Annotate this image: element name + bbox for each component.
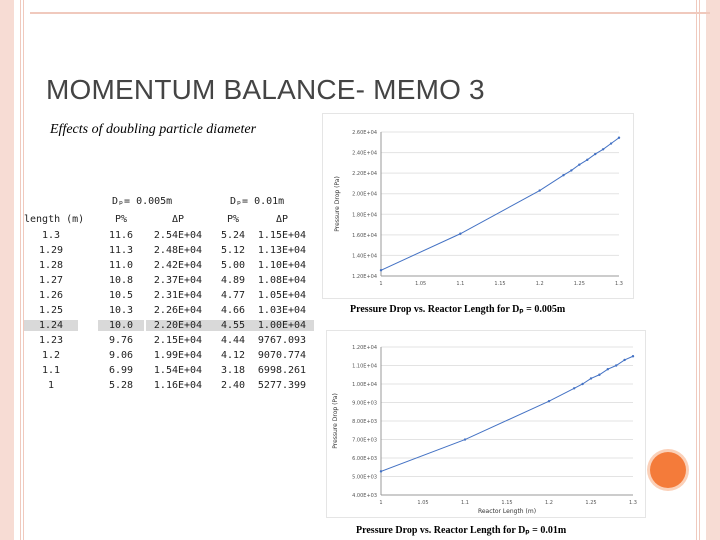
table-cell: 4.44 xyxy=(220,335,246,346)
table-cell: 6998.261 xyxy=(257,365,307,376)
data-point xyxy=(594,153,596,155)
table-cell: 2.26E+04 xyxy=(153,305,203,316)
column-header: ΔP xyxy=(171,214,185,225)
x-tick-label: 1.2 xyxy=(535,281,544,287)
table-cell: 9767.093 xyxy=(257,335,307,346)
data-point xyxy=(590,377,592,379)
table-cell: 1.27 xyxy=(38,275,64,286)
table-cell: 1.28 xyxy=(38,260,64,271)
table-row xyxy=(24,230,314,245)
table-cell: 2.40 xyxy=(220,380,246,391)
table-cell: 2.54E+04 xyxy=(153,230,203,241)
table-cell: 9.06 xyxy=(108,350,134,361)
table-row xyxy=(24,260,314,275)
table-cell: 1.03E+04 xyxy=(257,305,307,316)
chart-dp-005-svg xyxy=(323,114,633,298)
data-point xyxy=(598,374,600,376)
table-cell: 9.76 xyxy=(108,335,134,346)
data-point xyxy=(618,137,620,139)
y-tick-label: 1.20E+04 xyxy=(352,274,377,280)
data-point xyxy=(573,387,575,389)
y-tick-label: 1.10E+04 xyxy=(352,363,377,370)
decor-line xyxy=(696,0,697,540)
x-tick-label: 1.25 xyxy=(573,281,585,287)
group-header-dp-01: Dₚ= 0.01m xyxy=(230,196,285,207)
table-cell: 1.25 xyxy=(38,305,64,316)
x-tick-label: 1.05 xyxy=(415,281,427,287)
y-tick-label: 1.00E+04 xyxy=(352,382,377,388)
chart-dp-01-caption: Pressure Drop vs. Reactor Length for Dₚ = 0.01m xyxy=(356,525,567,536)
y-tick-label: 2.00E+04 xyxy=(352,191,377,198)
y-tick-label: 4.00E+03 xyxy=(352,493,377,499)
x-tick-label: 1 xyxy=(379,500,383,506)
data-point xyxy=(602,148,604,150)
x-tick-label: 1.05 xyxy=(417,500,429,506)
data-point xyxy=(570,169,572,171)
group-header-dp-005: Dₚ= 0.005m xyxy=(112,196,173,207)
table-cell: 5.28 xyxy=(108,380,134,391)
data-point xyxy=(538,189,540,191)
y-tick-label: 7.00E+03 xyxy=(352,437,377,444)
table-cell: 4.12 xyxy=(220,350,246,361)
table-cell: 1 xyxy=(47,380,55,391)
data-point xyxy=(459,233,461,235)
table-cell: 4.66 xyxy=(220,305,246,316)
decor-line xyxy=(699,0,700,540)
table-cell: 11.6 xyxy=(108,230,134,241)
table-cell: 1.3 xyxy=(41,230,61,241)
table-cell: 1.13E+04 xyxy=(257,245,307,256)
table-cell: 10.3 xyxy=(108,305,134,316)
y-tick-label: 2.60E+04 xyxy=(352,130,377,136)
column-header: ΔP xyxy=(275,214,289,225)
column-header: P% xyxy=(114,214,128,225)
chart-dp-01-svg xyxy=(327,331,645,517)
table-row xyxy=(24,290,314,305)
table-cell: 1.54E+04 xyxy=(153,365,203,376)
table-cell: 5.24 xyxy=(220,230,246,241)
table-cell: 5.00 xyxy=(220,260,246,271)
table-cell: 5.12 xyxy=(220,245,246,256)
table-cell: 10.8 xyxy=(108,275,134,286)
decor-line xyxy=(20,0,21,540)
x-tick-label: 1.2 xyxy=(545,500,553,506)
column-header: P% xyxy=(226,214,240,225)
table-cell: 2.37E+04 xyxy=(153,275,203,286)
y-tick-label: 5.00E+03 xyxy=(352,474,377,481)
data-point xyxy=(380,269,382,271)
chart-dp-005 xyxy=(322,113,634,299)
table-cell: 1.2 xyxy=(41,350,61,361)
column-header: length (m) xyxy=(24,214,85,225)
table-cell: 4.89 xyxy=(220,275,246,286)
y-tick-label: 1.80E+04 xyxy=(352,212,377,219)
series-line xyxy=(381,138,619,270)
table-cell: 1.29 xyxy=(38,245,64,256)
data-point xyxy=(464,438,466,440)
top-decor-line xyxy=(30,12,710,14)
table-cell: 9070.774 xyxy=(257,350,307,361)
y-tick-label: 2.40E+04 xyxy=(352,150,377,157)
data-point xyxy=(607,368,609,370)
decorative-orb xyxy=(650,452,686,488)
data-point xyxy=(548,400,550,402)
table-row xyxy=(24,350,314,365)
table-cell: 2.31E+04 xyxy=(153,290,203,301)
table-cell: 1.26 xyxy=(38,290,64,301)
data-point xyxy=(632,355,634,357)
y-tick-label: 1.40E+04 xyxy=(352,253,377,260)
chart-dp-005-caption: Pressure Drop vs. Reactor Length for Dₚ = 0.005m xyxy=(350,304,566,315)
y-tick-label: 9.00E+03 xyxy=(352,400,377,407)
table-cell: 1.1 xyxy=(41,365,61,376)
x-axis-label: Reactor Length (m) xyxy=(477,508,537,515)
table-row xyxy=(24,275,314,290)
table-cell: 1.99E+04 xyxy=(153,350,203,361)
y-tick-label: 1.60E+04 xyxy=(352,232,377,239)
y-axis-label: Pressure Drop (Pa) xyxy=(332,393,339,449)
x-tick-label: 1.3 xyxy=(629,500,637,506)
x-tick-label: 1.15 xyxy=(501,500,513,506)
series-line xyxy=(381,356,633,471)
table-row xyxy=(24,380,314,395)
table-cell: 4.77 xyxy=(220,290,246,301)
x-tick-label: 1.25 xyxy=(585,500,597,506)
table-cell: 2.48E+04 xyxy=(153,245,203,256)
slide-subtitle: Effects of doubling particle diameter xyxy=(50,122,257,137)
data-point xyxy=(623,359,625,361)
data-point xyxy=(615,364,617,366)
table-cell: 2.15E+04 xyxy=(153,335,203,346)
table-cell: 4.55 xyxy=(210,320,256,331)
table-cell: 11.0 xyxy=(108,260,134,271)
table-row xyxy=(24,245,314,260)
table-cell: 1.15E+04 xyxy=(257,230,307,241)
x-tick-label: 1.15 xyxy=(494,281,506,287)
data-point xyxy=(578,163,580,165)
table-header-row xyxy=(24,214,314,229)
slide-title: MOMENTUM BALANCE- MEMO 3 xyxy=(46,74,485,105)
table-cell: 1.24 xyxy=(24,320,78,331)
x-tick-label: 1.1 xyxy=(461,500,469,506)
right-decor-band xyxy=(706,0,720,540)
table-cell: 1.16E+04 xyxy=(153,380,203,391)
data-point xyxy=(562,174,564,176)
data-point xyxy=(380,470,382,472)
y-tick-label: 6.00E+03 xyxy=(352,456,377,462)
table-cell: 3.18 xyxy=(220,365,246,376)
y-tick-label: 1.20E+04 xyxy=(352,345,377,351)
table-cell: 10.0 xyxy=(98,320,144,331)
left-decor-band xyxy=(0,0,14,540)
table-cell: 1.08E+04 xyxy=(257,275,307,286)
table-cell: 6.99 xyxy=(108,365,134,376)
chart-dp-01 xyxy=(326,330,646,518)
table-row xyxy=(24,320,314,335)
x-tick-label: 1.1 xyxy=(456,281,465,287)
x-tick-label: 1 xyxy=(379,281,383,287)
y-tick-label: 8.00E+03 xyxy=(352,419,377,425)
table-row xyxy=(24,365,314,380)
y-axis-label: Pressure Drop (Pa) xyxy=(334,176,341,232)
table-cell: 1.10E+04 xyxy=(257,260,307,271)
table-row xyxy=(24,305,314,320)
data-point xyxy=(586,159,588,161)
table-cell: 2.42E+04 xyxy=(153,260,203,271)
table-cell: 2.20E+04 xyxy=(146,320,210,331)
table-cell: 10.5 xyxy=(108,290,134,301)
x-tick-label: 1.3 xyxy=(615,281,623,287)
table-cell: 1.00E+04 xyxy=(250,320,314,331)
table-cell: 11.3 xyxy=(108,245,134,256)
table-cell: 1.05E+04 xyxy=(257,290,307,301)
y-tick-label: 2.20E+04 xyxy=(352,171,377,178)
table-cell: 1.23 xyxy=(38,335,64,346)
data-point xyxy=(610,142,612,144)
table-row xyxy=(24,335,314,350)
table-cell: 5277.399 xyxy=(257,380,307,391)
data-point xyxy=(581,383,583,385)
